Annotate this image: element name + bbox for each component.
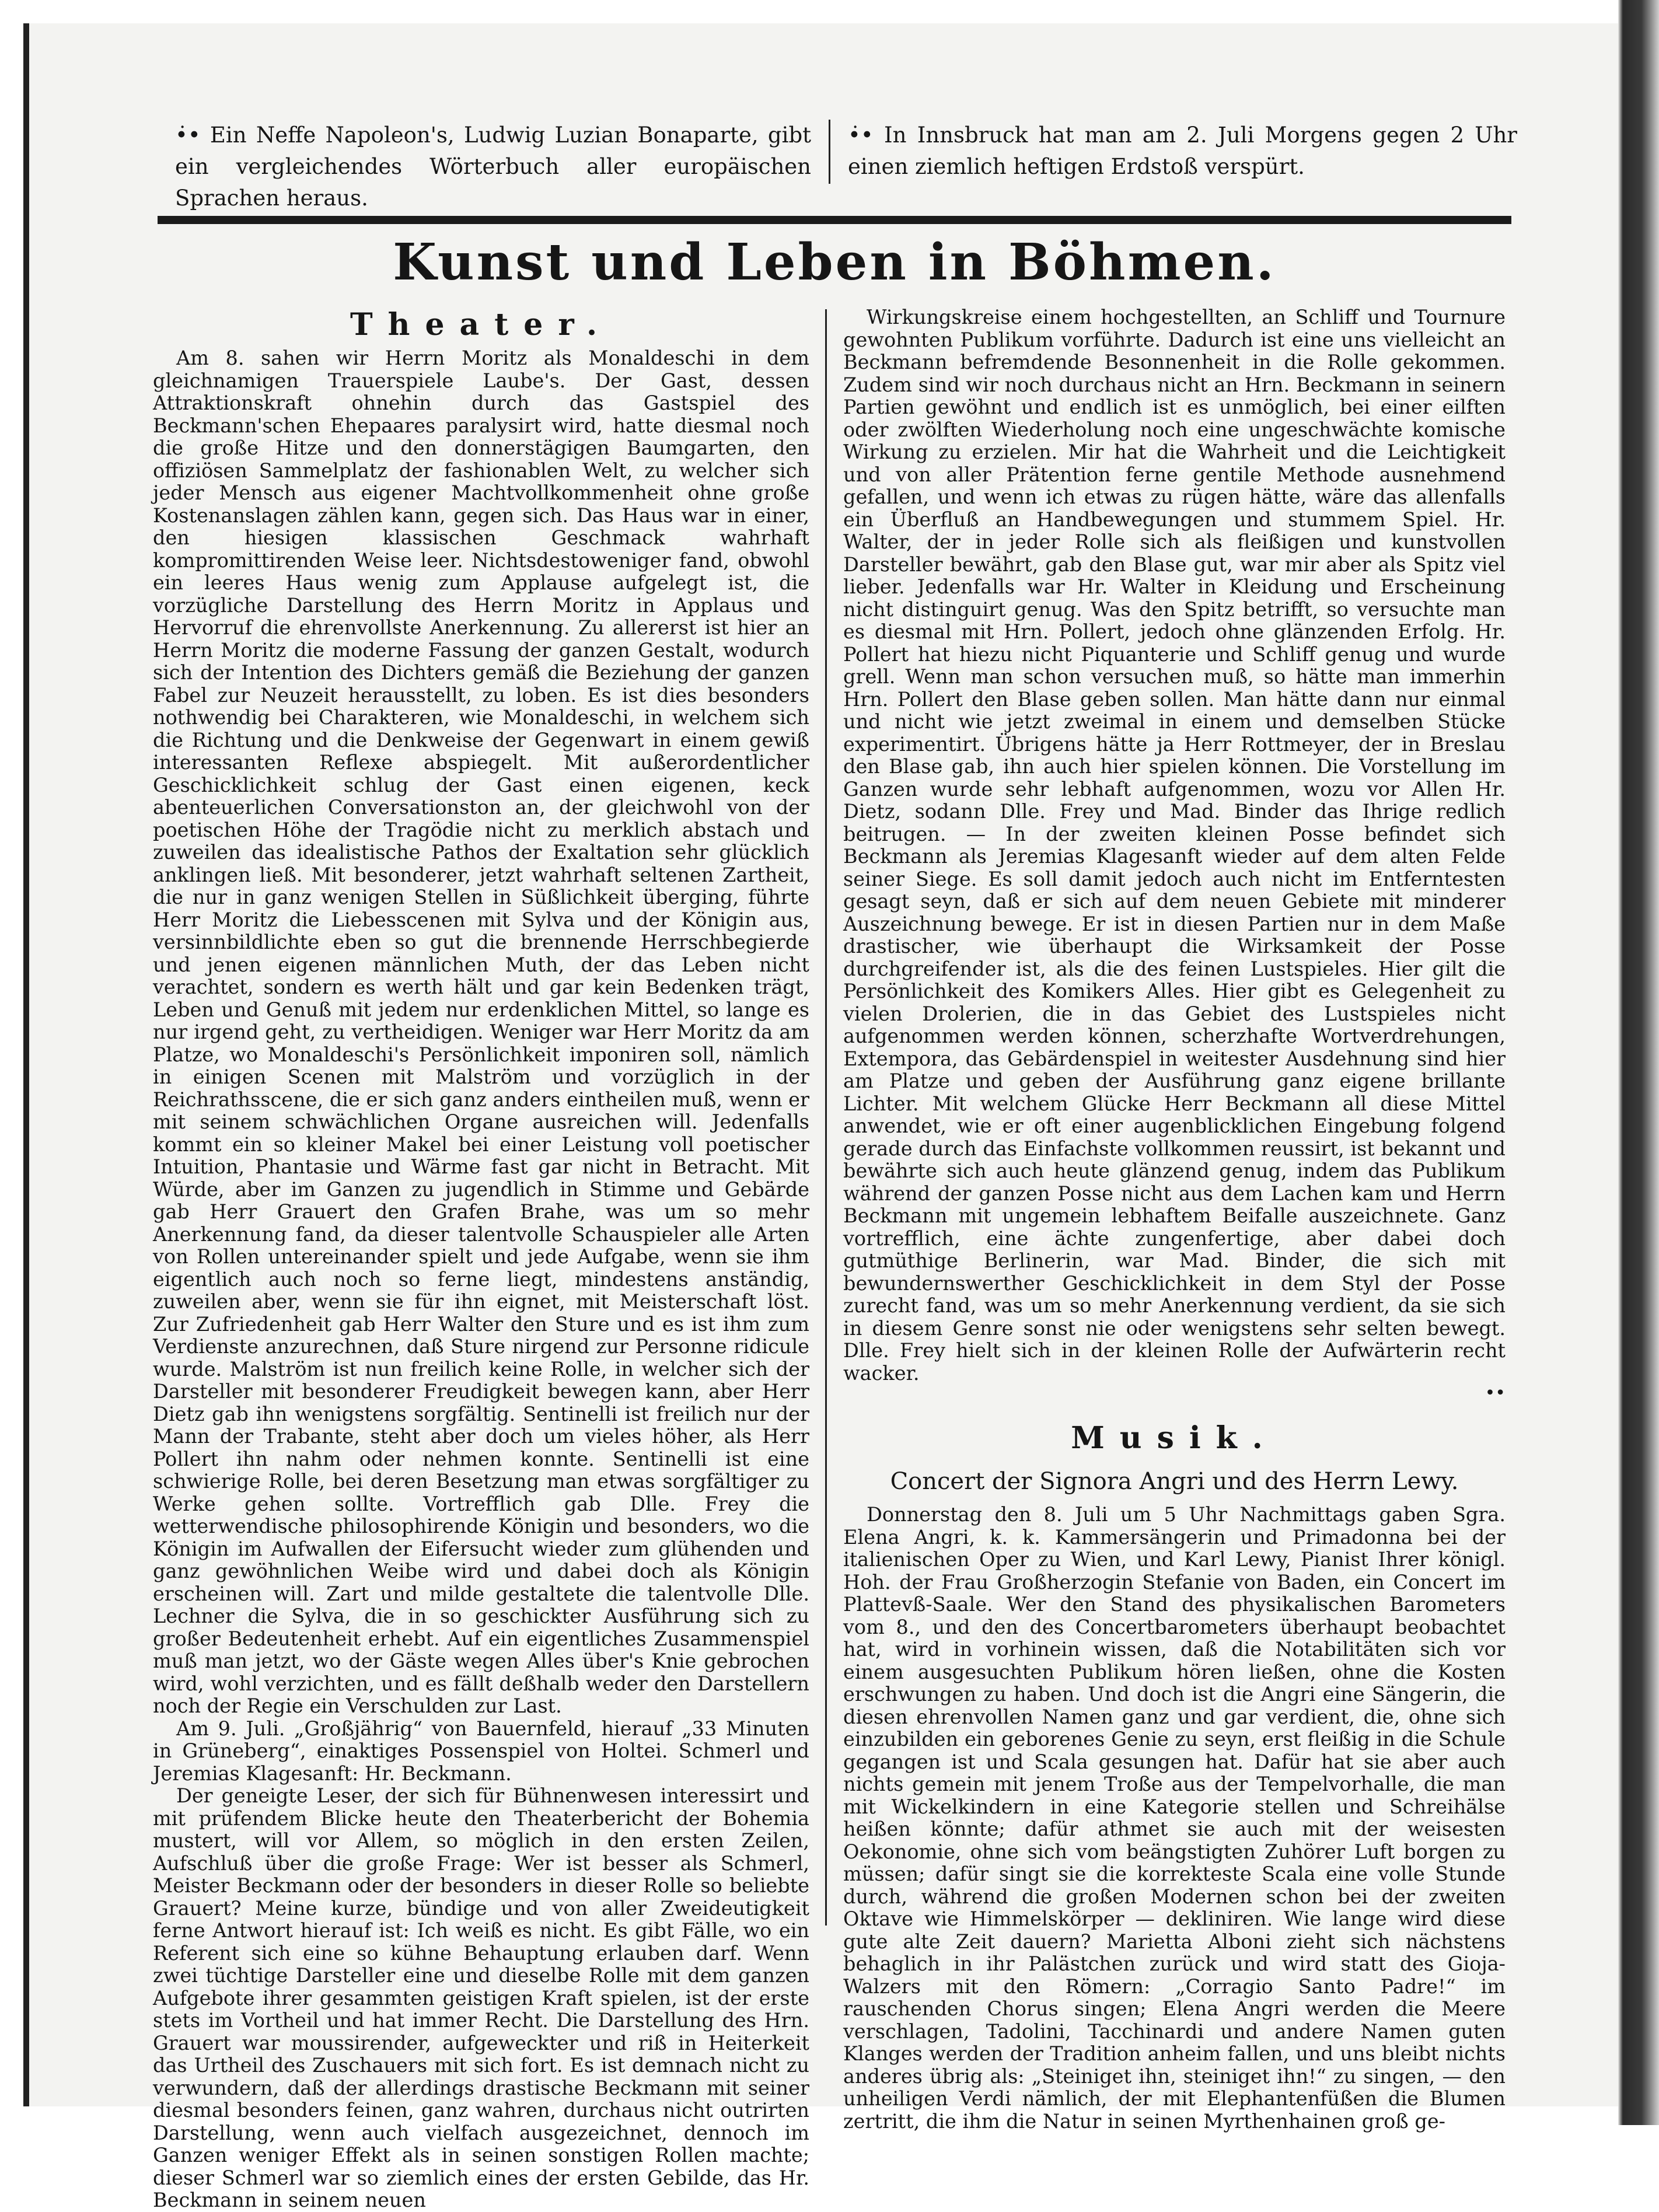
theater-paragraph: Am 8. sahen wir Herrn Moritz als Monaldeschi in dem gleichnamigen Trauerspiele Laube's. Der Gast, dessen Attraktionskraft ohnehin durch das Gastspiel des Beckmann'schen Ehepaares paralysirt wird, hatte diesmal noch die große Hitze und den donnerstägigen Baumgarten, den offiziösen Sammelplatz der fashionablen Welt, zu welcher sich jeder Mensch aus eigener Machtvollkommenheit ohne große Kostenanslagen zählen kann, gegen sich. Das Haus war in einer, den hiesigen klassischen Geschmack wahrhaft kompromittirenden Weise leer. Nichtsdestoweniger fand, obwohl ein leeres Haus wenig zum Applause aufgelegt ist, die vorzügliche Darstellung des Herrn Moritz in Applaus und Hervorruf die ehrenvollste Anerkennung. Zu allererst ist hier an Herrn Moritz die moderne Fassung der ganzen Gestalt, wodurch sich der Intention des Dichters gemäß die Beziehung der ganzen Fabel zur Neuzeit herausstellt, zu loben. Es ist dies besonders nothwendig bei Charakteren, wie Monaldeschi, in welchem sich die Richtung und die Denkweise der Gegenwart in einem gewiß interessanten Reflexe abspiegelt. Mit außerordentlicher Geschicklichkeit schlug der Gast einen eigenen, keck abenteuerlichen Conversationston an, der gleichwohl von der poetischen Höhe der Tragödie nicht zu merklich abstach und zuweilen das idealistische Pathos der Exaltation sehr glücklich anklingen ließ. Mit besonderer, jetzt wahrhaft seltenen Zartheit, die nur in ganz wenigen Stellen in Süßlichkeit überging, führte Herr Moritz die Liebesscenen mit Sylva und der Königin aus, versinnbildlichte eben so gut die brennende Herrschbegierde und jenen eigenen männlichen Muth, der das Leben nicht verachtet, sondern es werth hält und gar kein Bedenken trägt, Leben und Genuß mit jedem nur erdenklichen Mittel, so lange es nur irgend geht, zu vertheidigen. Weniger war Herr Moritz da am Platze, wo Monaldeschi's Persönlichkeit imponiren soll, nämlich in einigen Scenen mit Malström und vorzüglich in der Reichrathsscene, die er sich ganz anders eintheilen muß, wenn er mit seinem schwächlichen Organe ausreichen will. Jedenfalls kommt ein so kleiner Makel bei einer Leistung voll poetischer Intuition, Phantasie und Wärme fast gar nicht in Betracht. Mit Würde, aber im Ganzen zu jugendlich in Stimme und Gebärde gab Herr Grauert den Grafen Brahe, was um so mehr Anerkennung fand, da dieser talentvolle Schauspieler alle Arten von Rollen untereinander spielt und jede Aufgabe, wenn sie ihm eigentlich auch noch so ferne liegt, mindestens anständig, zuweilen aber, wenn sie für ihn eignet, mit Meisterschaft löst. Zur Zufriedenheit gab Herr Walter den Sture und es ist ihm zum Verdienste anzurechnen, daß Sture nirgend zur Personne ridicule wurde. Malström ist nun freilich keine Rolle, in welcher sich der Darsteller mit besonderer Freudigkeit bewegen kann, aber Herr Dietz gab ihn wenigstens sorgfältig. Sentinelli ist freilich nur der Mann der Trabante, steht aber doch um vieles höher, als Herr Pollert ihn nahm oder nehmen konnte. Sentinelli ist eine schwierige Rolle, bei deren Besetzung man etwas sorgfältiger zu Werke gehen sollte. Vortrefflich gab Dlle. Frey die wetterwendische philosophirende Königin und besonders, wo die Königin im Aufwallen der Eifersucht wieder zum glühenden und ganz gewöhnlichen Weibe wird und dabei doch als Königin erscheinen will. Zart und milde gestaltete die talentvolle Dlle. Lechner die Sylva, die in so geschickter Ausführung sich zu großer Bedeutenheit erhebt. Auf ein eigentliches Zusammenspiel muß man jetzt, wo der Gäste wegen Alles über's Knie gebrochen wird, wohl verzichten, und es fällt deßhalb weder den Darstellern noch der Regie ein Verschulden zur Last.	[153, 347, 809, 1717]
heavy-rule	[158, 216, 1511, 224]
theater-heading: Theater.	[350, 307, 613, 343]
notice-innsbruck-earthquake: •̇• In Innsbruck hat man am 2. Juli Morgens gegen 2 Uhr einen ziemlich heftigen Erdstoß verspürt.	[829, 120, 1517, 184]
notice-napoleon-dictionary: •̇• Ein Neffe Napoleon's, Ludwig Luzian Bonaparte, gibt ein vergleichendes Wörterbuch aller europäischen Sprachen heraus.	[175, 123, 811, 211]
theater-paragraph: Wirkungskreise einem hochgestellten, an Schliff und Tournure gewohnten Publikum vorführte. Dadurch ist eine uns vielleicht an Beckmann befremdende Besonnenheit in die Rolle gekommen. Zudem sind wir noch durchaus nicht an Hrn. Beckmann in seinern Partien gewöhnt und endlich ist es unmöglich, bei einer eilften oder zwölften Wiederholung noch eine ungeschwächte komische Wirkung zu erzielen. Mir hat die Wahrheit und die Leichtigkeit und von aller Prätention ferne gentile Methode ausnehmend gefallen, und wenn ich etwas zu rügen hätte, wäre das allenfalls ein Überfluß an Handbewegungen und stummem Spiel. Hr. Walter, der in jeder Rolle sich als fleißigen und kunstvollen Darsteller bewährt, gab den Blase gut, war mir aber als Spitz viel lieber. Jedenfalls war Hr. Walter in Kleidung und Erscheinung nicht distinguirt genug. Was den Spitz betrifft, so versuchte man es diesmal mit Hrn. Pollert, jedoch ohne glänzenden Erfolg. Hr. Pollert hat hiezu nicht Piquanterie und Schliff genug und wurde grell. Wenn man schon versuchen muß, so hätte man immerhin Hrn. Pollert den Blase geben sollen. Man hätte dann nur einmal und nicht wie jetzt zweimal in einem und demselben Stücke experimentirt. Übrigens hätte ja Herr Rottmeyer, der in Breslau den Blase gab, ihn auch hier spielen können. Die Vorstellung im Ganzen wurde sehr lebhaft aufgenommen, wozu vor Allen Hr. Dietz, sodann Dlle. Frey und Mad. Binder das Ihrige redlich beitrugen. — In der zweiten kleinen Posse befindet sich Beckmann als Jeremias Klagesanft wieder auf dem alten Felde seiner Siege. Es soll damit jedoch auch nicht im Entferntesten gesagt seyn, daß er sich auf dem neuen Gebiete mit minderer Auszeichnung bewege. Er ist in diesen Partien nur in dem Maße drastischer, wie überhaupt die Wirksamkeit der Posse durchgreifender ist, als die des feinen Lustspieles. Hier gilt die Persönlichkeit des Komikers Alles. Hier gibt es Gelegenheit zu vielen Drolerien, die in das Gebiet des Lustspieles nicht aufgenommen werden können, scherzhafte Wortverdrehungen, Extempora, das Gebärdenspiel in weitester Ausdehnung sind hier am Platze und geben der Ausführung ganz eigene brillante Lichter. Mit welchem Glücke Herr Beckmann all diese Mittel anwendet, wie er oft einer augenblicklichen Eingebung folgend gerade durch das Einfachste vollkommen reussirt, ist bekannt und bewährte sich auch heute glänzend genug, indem das Publikum während der ganzen Posse nicht aus dem Lachen kam und Herrn Beckmann mit ungemein lebhaftem Beifalle auszeichnete. Ganz vortrefflich, eine ächte zungenfertige, aber dabei doch gutmüthige Berlinerin, war Mad. Binder, die sich mit bewundernswerther Geschicklichkeit in dem Styl der Posse zurecht fand, was um so mehr Anerkennung verdient, da sie sich in diesem Genre sonst nie oder wenigstens sehr selten bewegt. Dlle. Frey hielt sich in der kleinen Rolle der Aufwärterin recht wacker.	[843, 306, 1506, 1385]
page-edge-binding	[1618, 0, 1659, 2125]
section-end-mark: ••	[1485, 1383, 1506, 1403]
musik-paragraph: Donnerstag den 8. Juli um 5 Uhr Nachmittags gaben Sgra. Elena Angri, k. k. Kammersängerin und Primadonna bei der italienischen Oper zu Wien, und Karl Lewy, Pianist Ihrer königl. Hoh. der Frau Großherzogin Stefanie von Baden, ein Concert im Plattevß-Saale. Wer den Stand des physikalischen Barometers vom 8., und den des Concertbarometers überhaupt beobachtet hat, wird in vorhinein wissen, daß die Notabilitäten sich vor einem ausgesuchten Publikum hören ließen, ohne die Kosten erschwungen zu haben. Und doch ist die Angri eine Sängerin, die diesen ehrenvollen Namen ganz und gar verdient, die, ohne sich einzubilden ein geborenes Genie zu seyn, erst fleißig in die Schule gegangen ist und Scala gesungen hat. Dafür hat sie aber auch nichts gemein mit jenem Troße aus der Tempelvorhalle, die man mit Wickelkindern in eine Kategorie stellen und Schreihälse heißen könnte; dafür athmet sie auch mit der weisesten Oekonomie, ohne sich vom beängstigten Zuhörer Luft borgen zu müssen; dafür singt sie die korrekteste Scala eine volle Stunde durch, während die großen Modernen schon bei der zweiten Oktave wie Himmelskörper — dekliniren. Wie lange wird diese gute alte Zeit dauern? Marietta Alboni zieht sich nächstens behaglich in ihr Palästchen zurück und wird statt des Gioja-Walzers mit den Römern: „Corragio Santo Padre!“ im rauschenden Chorus singen; Elena Angri werden die Meere verschlagen, Tadolini, Tacchinardi und andere Namen guten Klanges werden der Tradition anheim fallen, und uns bleibt nichts anderes übrig als: „Steiniget ihn, steiniget ihn!“ zu singen, — den unheiligen Verdi nämlich, der mit Elephantenfüßen die Blumen zertritt, die ihm die Natur in seinen Myrthenhainen groß ge-	[843, 1503, 1506, 2133]
concert-subheading: Concert der Signora Angri und des Herrn Lewy.	[890, 1468, 1459, 1495]
right-column	[843, 306, 1506, 2133]
column-divider	[825, 309, 827, 1926]
musik-heading: Musik.	[1071, 1420, 1278, 1456]
theater-paragraph: Am 9. Juli. „Großjährig“ von Bauernfeld, hierauf „33 Minuten in Grüneberg“, einaktiges Possenspiel von Holtei. Schmerl und Jeremias Klagesanft: Hr. Beckmann.	[153, 1717, 809, 1785]
notices-strip	[175, 120, 1517, 211]
theater-paragraph: Der geneigte Leser, der sich für Bühnenwesen interessirt und mit prüfendem Blicke heute den Theaterbericht der Bohemia mustert, will vor Allem, so möglich in den ersten Zeilen, Aufschluß über die große Frage: Wer ist besser als Schmerl, Meister Beckmann oder der besonders in dieser Rolle so beliebte Grauert? Meine kurze, bündige und von aller Zweideutigkeit ferne Antwort hierauf ist: Ich weiß es nicht. Es gibt Fälle, wo ein Referent sich eine so kühne Behauptung erlauben darf. Wenn zwei tüchtige Darsteller eine und dieselbe Rolle mit dem ganzen Aufgebote ihrer gesammten geistigen Kraft spielen, ist der erste stets im Vortheil und hat immer Recht. Die Darstellung des Hrn. Grauert war moussirender, aufgeweckter und riß in Heiterkeit das Urtheil des Zuschauers mit sich fort. Es ist demnach nicht zu verwundern, daß der allerdings drastische Beckmann mit seiner diesmal besonders feinen, ganz wahren, durchaus nicht outrirten Darstellung, wenn auch vielfach ausgezeichnet, dennoch im Ganzen weniger Effekt als in seinen sonstigen Rollen machte; dieser Schmerl war so ziemlich eines der ersten Gebilde, das Hr. Beckmann in seinem neuen	[153, 1784, 809, 2211]
section-masthead: Kunst und Leben in Böhmen.	[393, 233, 1276, 292]
left-column	[153, 306, 809, 2212]
